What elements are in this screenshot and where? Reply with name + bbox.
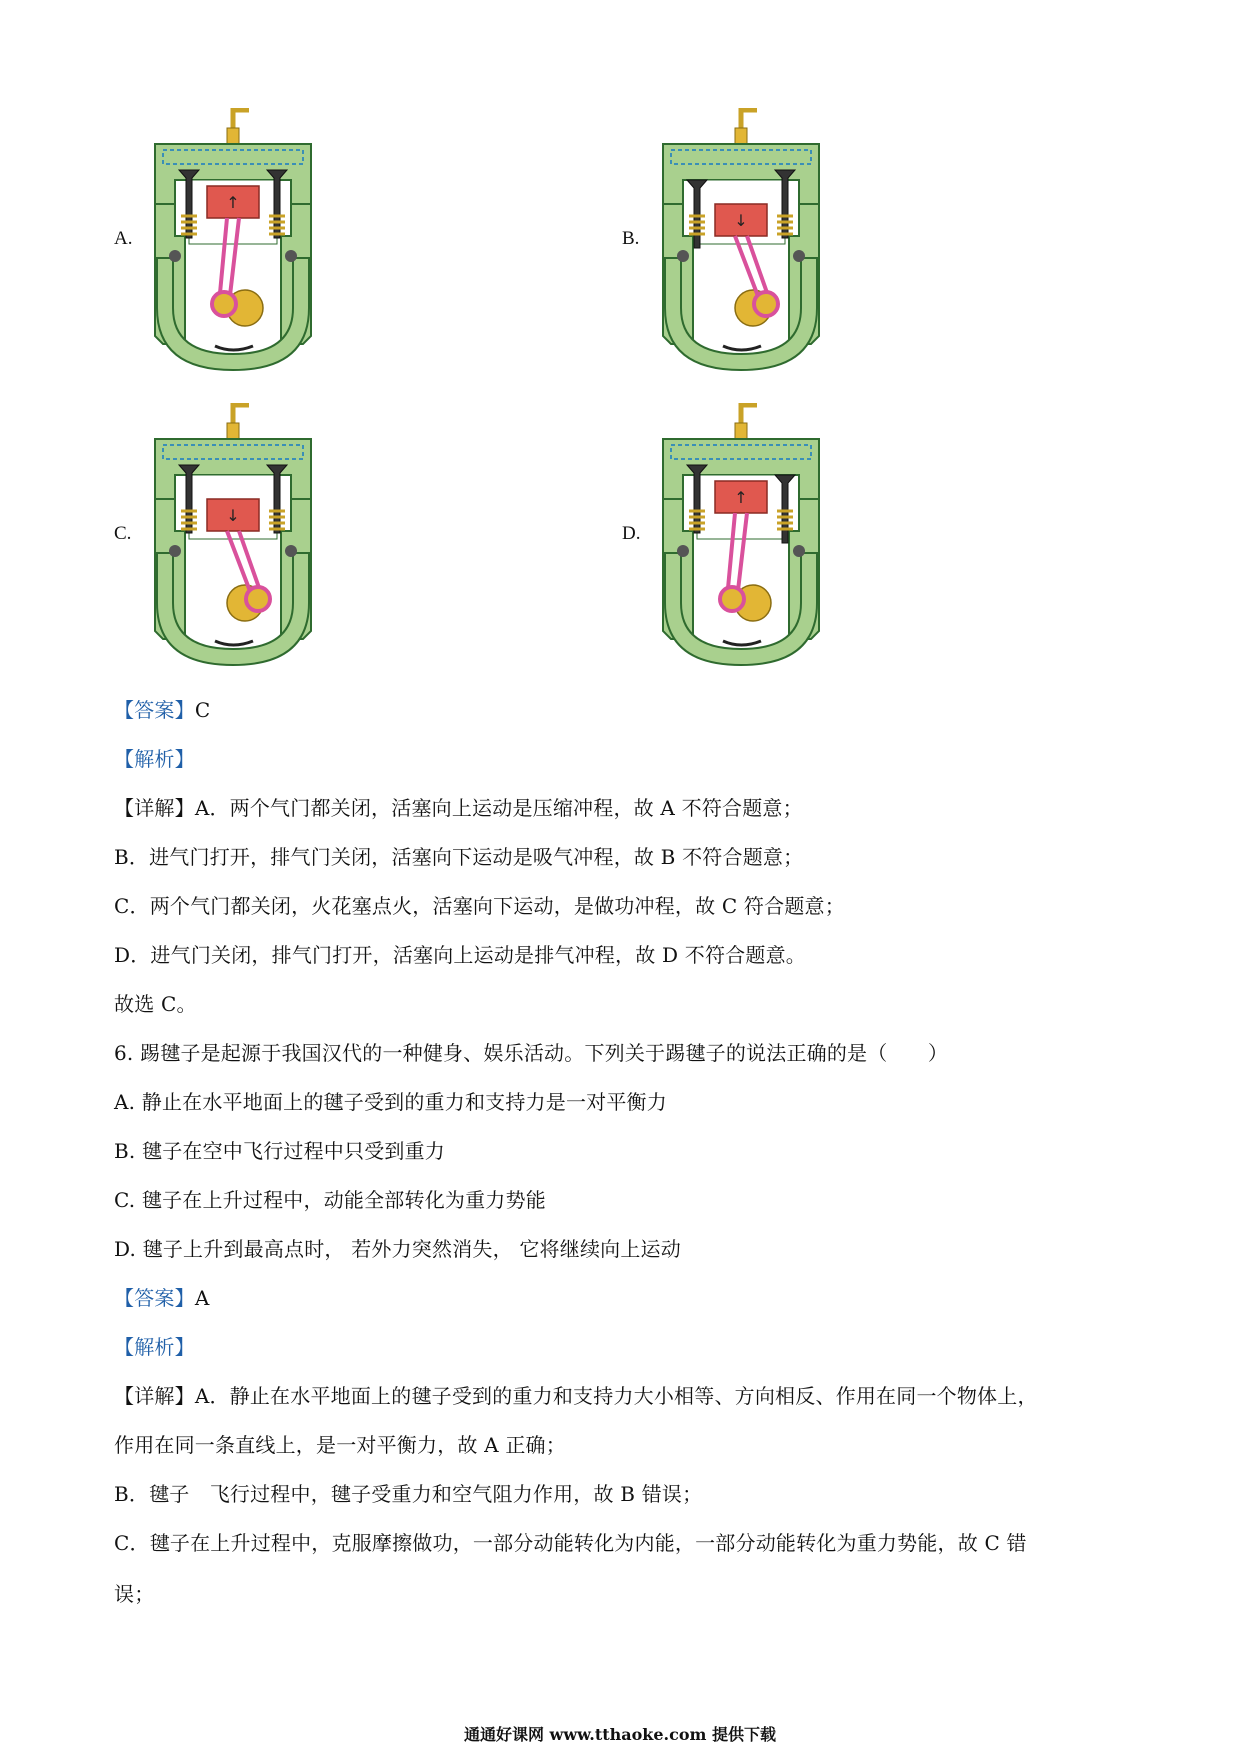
piston-direction-icon: ↑ [734,488,748,507]
cam-right [285,250,297,262]
spark-plug-wire [741,110,757,130]
rotation-arrow-icon [723,346,761,350]
engine-diagram-b [653,108,833,378]
q6-choice-b: B. 毽子在空中飞行过程中只受到重力 [114,1139,446,1163]
crank-pin [246,587,270,611]
option-c-label: C. [114,523,132,544]
spark-plug-wire [233,110,249,130]
q6-detail-line-5: 误； [114,1582,155,1606]
engine-diagram-a [145,108,325,378]
q6-choice-c: C. 毽子在上升过程中，动能全部转化为重力势能 [114,1188,546,1212]
cam-left [169,545,181,557]
detail-text: A．两个气门都关闭，活塞向上运动是压缩冲程，故 A 不符合题意； [194,796,803,820]
q5-detail-line-2: B．进气门打开，排气门关闭，活塞向下运动是吸气冲程，故 B 不符合题意； [114,845,804,869]
spark-plug-wire [233,405,249,425]
page-footer: 通通好课网 www.tthaoke.com 提供下载 [463,1725,777,1744]
cam-right [285,545,297,557]
q5-answer [114,694,210,723]
q6-stem: 6. 踢毽子是起源于我国汉代的一种健身、娱乐活动。下列关于踢毽子的说法正确的是（ ） [114,1041,949,1065]
answer-value: A [194,1286,210,1310]
rotation-arrow-icon [723,641,761,645]
q6-detail-line-2: 作用在同一条直线上，是一对平衡力，故 A 正确； [114,1433,566,1457]
cam-left [677,545,689,557]
cam-left [677,250,689,262]
spark-plug-wire [741,405,757,425]
option-a-label: A. [114,228,133,249]
piston-direction-icon: ↓ [226,506,240,525]
q6-detail-line-3: B．毽子 飞行过程中，毽子受重力和空气阻力作用，故 B 错误； [114,1482,703,1506]
crank-pin [720,587,744,611]
detail-tag: 【详解】 [114,1384,195,1408]
q6-choice-a: A. 静止在水平地面上的毽子受到的重力和支持力是一对平衡力 [114,1090,667,1114]
q5-conclusion: 故选 C。 [114,992,197,1016]
q5-analysis-tag: 【解析】 [114,747,195,771]
engine-diagram-d [653,403,833,673]
piston-direction-icon: ↑ [226,193,240,212]
detail-text: A．静止在水平地面上的毽子受到的重力和支持力大小相等、方向相反、作用在同一个物体上， [194,1384,1038,1408]
crank-pin [754,292,778,316]
option-d-label: D. [622,523,641,544]
rotation-arrow-icon [215,346,253,350]
cam-right [793,250,805,262]
q6-analysis-tag: 【解析】 [114,1335,195,1359]
q6-detail-line-1 [114,1380,1038,1409]
answer-value: C [194,698,211,722]
q5-detail-line-3: C．两个气门都关闭，火花塞点火，活塞向下运动，是做功冲程，故 C 符合题意； [114,894,845,918]
answer-tag: 【答案】 [114,1286,195,1310]
cam-left [169,250,181,262]
cam-right [793,545,805,557]
crank-pin [212,292,236,316]
q5-detail-line-1 [114,792,803,821]
q6-choice-d: D. 毽子上升到最高点时， 若外力突然消失， 它将继续向上运动 [114,1237,681,1261]
q6-answer [114,1282,209,1311]
q6-detail-line-4: C．毽子在上升过程中，克服摩擦做功，一部分动能转化为内能，一部分动能转化为重力势能，故 C 错 [114,1531,1027,1555]
piston-direction-icon: ↓ [734,211,748,230]
rotation-arrow-icon [215,641,253,645]
detail-tag: 【详解】 [114,796,195,820]
engine-diagram-c [145,403,325,673]
q5-detail-line-4: D．进气门关闭，排气门打开，活塞向上运动是排气冲程，故 D 不符合题意。 [114,943,806,967]
option-b-label: B. [622,228,640,249]
answer-tag: 【答案】 [114,698,195,722]
